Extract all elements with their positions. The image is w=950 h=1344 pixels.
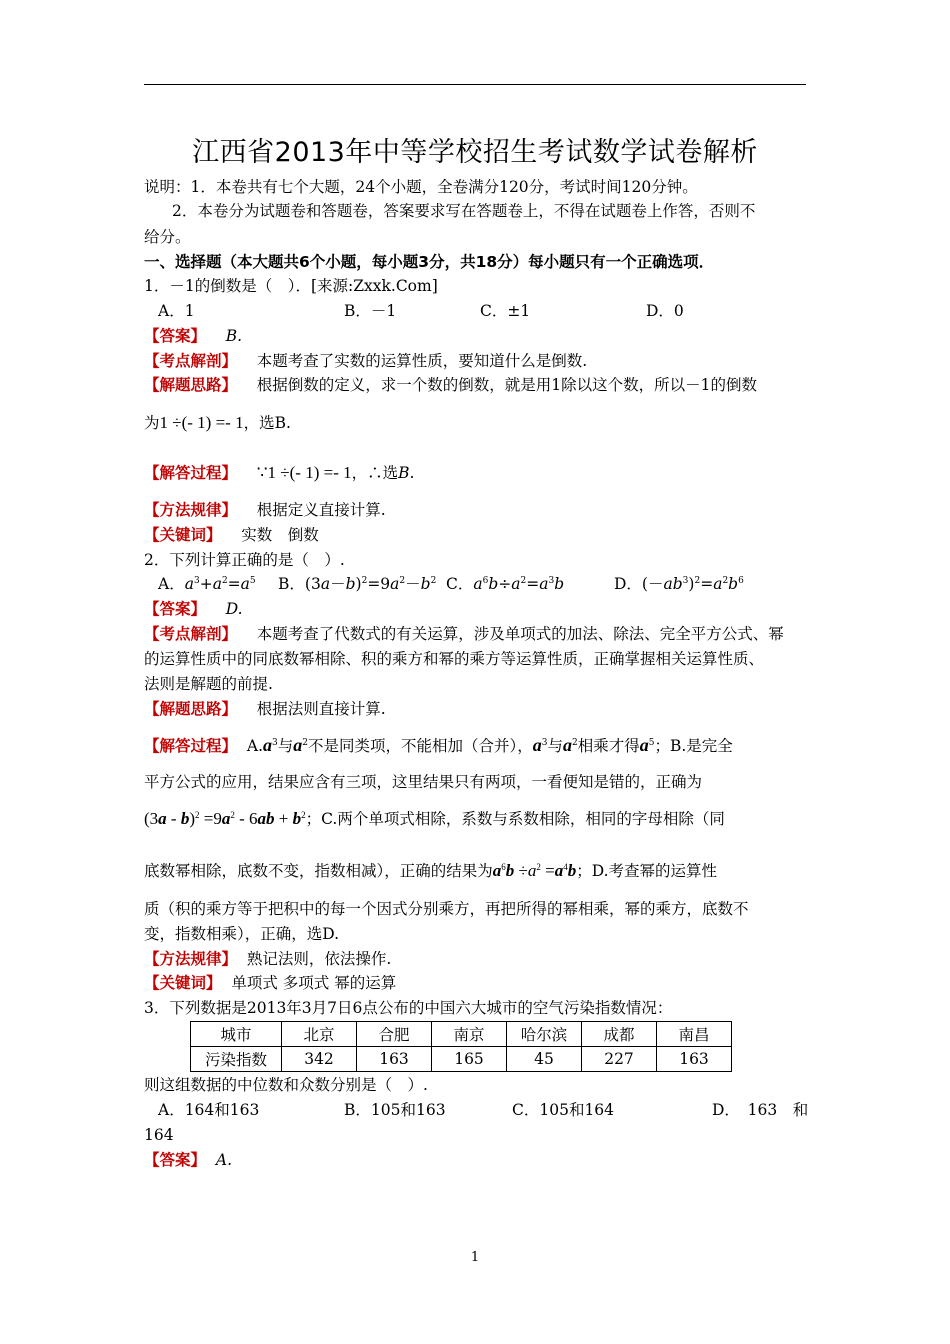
table-cell: 哈尔滨 — [507, 1022, 582, 1047]
q1-guanjian — [144, 524, 806, 546]
q2-fangfa — [144, 948, 806, 970]
q1-stem: 1．－1的倒数是（ ）．[来源:Zxxk.Com] — [144, 277, 438, 295]
q1-kaodian — [144, 350, 806, 372]
kaodian-tag: 【考点解剖】 — [144, 352, 238, 370]
q2-kaodian-1 — [144, 623, 806, 645]
gc1-c: 不是同类项，不能相加（合并）， — [307, 737, 533, 755]
q3-stem: 3．下列数据是2013年3月7日6点公布的中国六大城市的空气污染指数情况： — [144, 999, 673, 1017]
guocheng-formula: ∵1 ÷(- 1) =- 1 — [256, 463, 352, 482]
answer-tag: 【答案】 — [144, 327, 207, 345]
silu2-post: ，选B. — [243, 414, 291, 432]
table-cell: 城市 — [191, 1022, 282, 1047]
q2-kaodian-3: 法则是解题的前提. — [144, 675, 273, 693]
gc3-post: ；C.两个单项式相除，系数与系数相除，相同的字母相除（同 — [305, 810, 725, 828]
pollution-table — [190, 1021, 732, 1072]
silu-text: 根据法则直接计算. — [256, 700, 386, 718]
silu-text: 根据倒数的定义，求一个数的倒数，就是用1除以这个数，所以－1的倒数 — [256, 376, 757, 394]
q3-option-c: C．105和164 — [512, 1101, 615, 1119]
page-title: 江西省2013年中等学校招生考试数学试卷解析 — [192, 137, 758, 168]
q3-option-a: A．164和163 — [158, 1101, 260, 1119]
gc4-post: ；D.考查幂的运算性 — [576, 862, 718, 880]
kaodian-text: 本题考查了实数的运算性质，要知道什么是倒数. — [256, 352, 588, 370]
gc1-a: A. — [246, 737, 263, 755]
fangfa-text: 根据定义直接计算. — [256, 501, 386, 519]
note-line-2: 2．本卷分为试题卷和答题卷，答案要求写在答题卷上，不得在试题卷上作答，否则不 — [172, 202, 756, 220]
q2-guanjian — [144, 972, 806, 994]
q1-option-a: A．1 — [158, 302, 195, 320]
gc1-e: 相乘才得 — [577, 737, 640, 755]
q3-question: 则这组数据的中位数和众数分别是（ ）. — [144, 1076, 428, 1094]
table-cell: 南京 — [432, 1022, 507, 1047]
guanjian-tag: 【关键词】 — [144, 526, 222, 544]
q2-answer — [144, 598, 806, 620]
gc1-b: 与 — [277, 737, 294, 755]
guanjian-text: 单项式 多项式 幂的运算 — [231, 974, 397, 992]
guocheng-post: ，∴选 — [351, 464, 399, 482]
q3-option-b: B．105和163 — [344, 1101, 446, 1119]
table-cell: 成都 — [582, 1022, 657, 1047]
q1-option-d: D．0 — [646, 302, 684, 320]
gc1-f: ；B.是完全 — [654, 737, 733, 755]
table-cell: 45 — [507, 1047, 582, 1072]
answer-tag: 【答案】 — [144, 600, 207, 618]
q2-guocheng-5: 质（积的乘方等于把积中的每一个因式分别乘方，再把所得的幂相乘，幂的乘方，底数不 — [144, 900, 749, 918]
gc4-pre: 底数幂相除，底数不变，指数相减），正确的结果为 — [144, 862, 493, 880]
q2-option-d: D．$(-ab^3)^2=a^2b^6$ — [614, 575, 744, 593]
q2-silu — [144, 698, 806, 720]
table-cell: 北京 — [282, 1022, 357, 1047]
gc3-formula: $(3a - b)^2 =9a^2 - 6ab + b^2$ — [144, 809, 306, 828]
q1-option-c: C．±1 — [480, 302, 531, 320]
gc1-d: 与 — [547, 737, 563, 755]
table-cell: 163 — [657, 1047, 732, 1072]
q3-option-d-wrap: 164 — [144, 1126, 174, 1144]
guocheng-answer: B. — [398, 464, 415, 482]
note-line-1: 说明：1．本卷共有七个大题，24个小题，全卷满分120分，考试时间120分钟。 — [144, 178, 698, 196]
answer-value: A. — [215, 1151, 232, 1169]
table-cell: 污染指数 — [191, 1047, 282, 1072]
q2-option-a: A．$a^3+a^2=a^5$ — [158, 575, 256, 593]
q2-option-b: B．$(3a-b)^2=9a^2-b^2$ — [278, 575, 437, 593]
q2-guocheng-1: 【解答过程】 $A.a^3$与$a^2$不是同类项，不能相加（合并），$a^3$与$a^2$相乘才得$a^5$；B.是完全 — [144, 735, 733, 755]
q3-answer — [144, 1149, 806, 1171]
q1-guocheng — [144, 462, 806, 484]
kaodian-text: 本题考查了代数式的有关运算，涉及单项式的加法、除法、完全平方公式、幂 — [256, 625, 784, 643]
guanjian-tag: 【关键词】 — [144, 974, 222, 992]
silu-tag: 【解题思路】 — [144, 376, 238, 394]
gc4-formula: $a^6b \div a^2 =a^4b$ — [492, 861, 577, 880]
table-cell: 227 — [582, 1047, 657, 1072]
guocheng-tag: 【解答过程】 — [144, 737, 238, 755]
q1-silu — [144, 374, 806, 396]
table-cell: 合肥 — [357, 1022, 432, 1047]
section-heading: 一、选择题（本大题共6个小题，每小题3分，共18分）每小题只有一个正确选项． — [144, 253, 715, 271]
silu-tag: 【解题思路】 — [144, 700, 238, 718]
silu2-formula: 1 ÷(- 1) =- 1 — [159, 413, 244, 432]
q2-guocheng-3 — [144, 808, 806, 830]
q2-stem: 2．下列计算正确的是（ ）. — [144, 551, 345, 569]
note-line-3: 给分。 — [144, 228, 191, 246]
fangfa-tag: 【方法规律】 — [144, 501, 238, 519]
q1-silu-2 — [144, 412, 806, 434]
guocheng-tag: 【解答过程】 — [144, 464, 238, 482]
table-row — [191, 1047, 732, 1072]
table-cell: 南昌 — [657, 1022, 732, 1047]
q3-option-d: D． 163 和 — [712, 1101, 809, 1119]
table-cell: 163 — [357, 1047, 432, 1072]
q2-kaodian-2: 的运算性质中的同底数幂相除、积的乘方和幂的乘方等运算性质，正确掌握相关运算性质、 — [144, 650, 765, 668]
fangfa-text: 熟记法则，依法操作. — [246, 950, 392, 968]
q2-option-c: C．$a^6b\div a^2=a^3b$ — [446, 575, 565, 593]
answer-value: B. — [225, 327, 243, 345]
fangfa-tag: 【方法规律】 — [144, 950, 238, 968]
table-cell: 165 — [432, 1047, 507, 1072]
q2-guocheng-6: 变，指数相乘），正确，选D. — [144, 925, 340, 943]
page-number: 1 — [470, 1250, 480, 1265]
q2-guocheng-2: 平方公式的应用，结果应含有三项，这里结果只有两项，一看便知是错的，正确为 — [144, 773, 703, 791]
guanjian-text: 实数 倒数 — [241, 526, 319, 544]
q1-fangfa — [144, 499, 806, 521]
header-rule — [144, 84, 806, 85]
q2-guocheng-4 — [144, 860, 806, 882]
silu2-pre: 为 — [144, 414, 160, 432]
answer-value: D. — [225, 600, 243, 618]
table-cell: 342 — [282, 1047, 357, 1072]
answer-tag: 【答案】 — [144, 1151, 207, 1169]
kaodian-tag: 【考点解剖】 — [144, 625, 238, 643]
table-row — [191, 1022, 732, 1047]
q1-option-b: B．－1 — [344, 302, 397, 320]
q1-answer — [144, 325, 806, 347]
